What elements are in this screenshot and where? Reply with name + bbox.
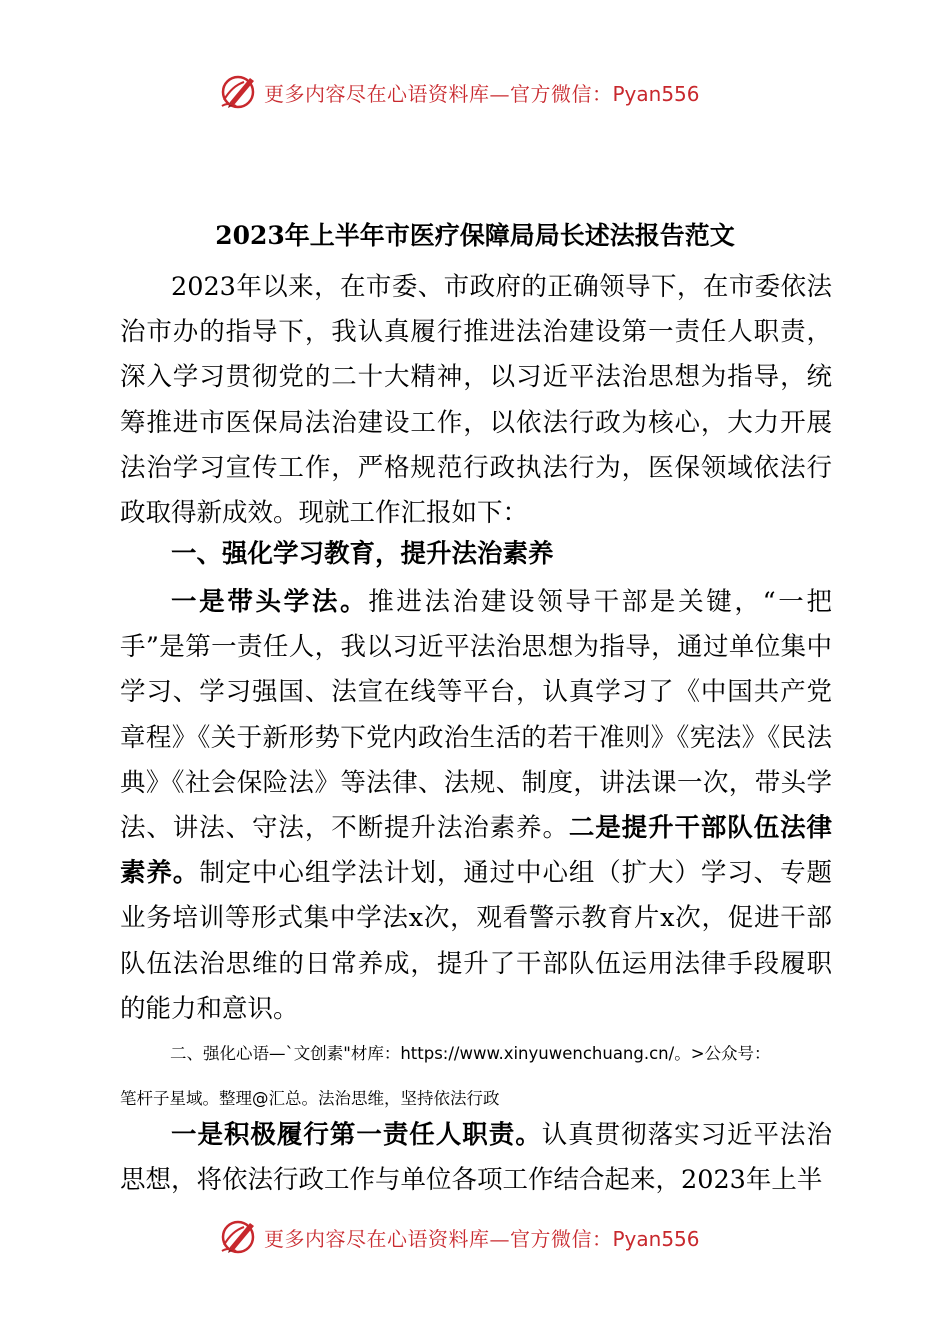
pen-logo-icon bbox=[218, 1217, 260, 1257]
first-responsibility-text: 认真贯彻落实习近平法治思想，将依法行政工作与单位各项工作结合起来，2023年上半 bbox=[120, 1120, 832, 1196]
lead-cadre-literacy: 二是提升干部队伍法律素养。 bbox=[120, 813, 832, 889]
inserted-ad-line-2: 笔杆子星域。整理@汇总。法治思维，坚持依法行政 bbox=[120, 1089, 500, 1108]
study-law-text: 推进法治建设领导干部是关键，“一把手”是第一责任人，我以习近平法治思想为指导，通过单位集中学习、学习强国、法宣在线等平台，认真学习了《中国共产党章程》《关于新形势下党内政治生活的若干准则》《宪法》《民法典》《社会保险法》等法律、法规、制度，讲法课一次，带头学法、讲法、守法，不断提升法治素养。 bbox=[120, 587, 832, 844]
lead-first-responsibility: 一是积极履行第一责任人职责。 bbox=[171, 1120, 542, 1150]
section1-paragraph bbox=[120, 580, 832, 1032]
cadre-literacy-text: 制定中心组学法计划，通过中心组（扩大）学习、专题业务培训等形式集中学法x次，观看警示教育片x次，促进干部队伍法治思维的日常养成，提升了干部队伍运用法律手段履职的能力和意识。 bbox=[120, 858, 832, 1024]
inserted-ad-line-1: 二、强化心语—`文创素"材库：https://www.xinyuwenchuang.cn/。>公众号： bbox=[170, 1044, 771, 1063]
pen-logo-icon bbox=[218, 72, 260, 112]
watermark-footer bbox=[0, 1215, 950, 1259]
section-heading-1: 一、强化学习教育，提升法治素养 bbox=[171, 539, 554, 569]
watermark-text: 更多内容尽在心语资料库—官方微信：Pyan556 bbox=[264, 1227, 700, 1251]
watermark-header bbox=[0, 70, 950, 114]
lead-study-law: 一是带头学法。 bbox=[171, 587, 369, 617]
watermark-text: 更多内容尽在心语资料库—官方微信：Pyan556 bbox=[264, 82, 700, 106]
document-title: 2023年上半年市医疗保障局局长述法报告范文 bbox=[215, 221, 735, 250]
intro-paragraph: 2023年以来，在市委、市政府的正确领导下，在市委依法治市办的指导下，我认真履行推进法治建设第一责任人职责，深入学习贯彻党的二十大精神，以习近平法治思想为指导，统筹推进市医保局法治建设工作，以依法行政为核心，大力开展法治学习宣传工作，严格规范行政执法行为，医保领域依法行政取得新成效。现就工作汇报如下： bbox=[120, 272, 832, 529]
section2-paragraph bbox=[120, 1113, 832, 1203]
